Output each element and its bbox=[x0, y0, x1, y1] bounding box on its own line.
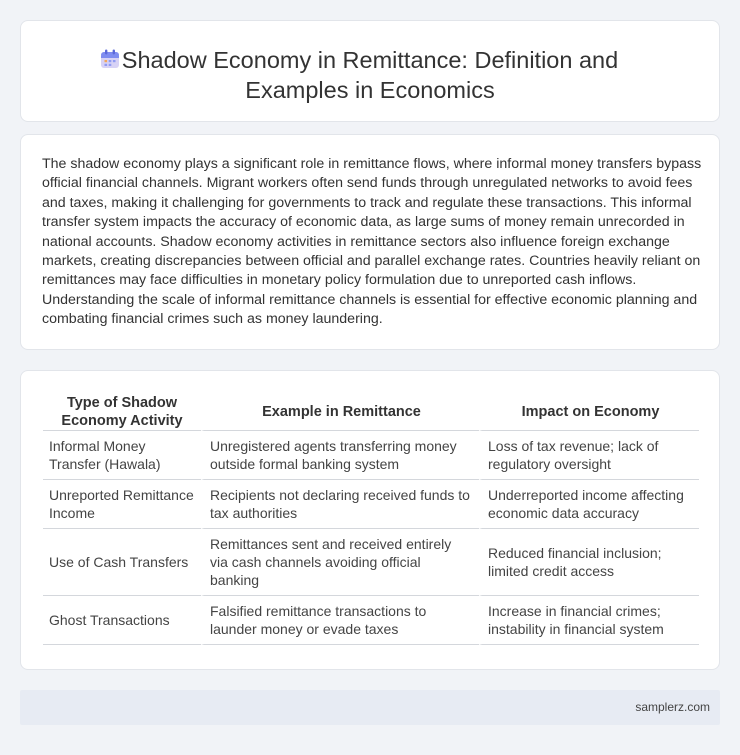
description-text: The shadow economy plays a significant role in remittance flows, where informal money transfers bypass official financial channels. Migrant workers often send funds through unregulated networks to avoid fees and taxes, making it challenging for governments to track and regulate these transactions. This informal transfer system impacts the accuracy of economic data, as large sums of money remain unrecorded in national accounts. Shadow economy activities in remittance sectors also influence foreign exchange markets, creating discrepancies between official and parallel exchange rates. Countries heavily reliant on remittances may face difficulties in monetary policy formulation due to unreported cash inflows. Understanding the scale of informal remittance channels is essential for effective economic planning and combating financial crimes such as money laundering. bbox=[42, 156, 702, 328]
column-header-type: Type of Shadow Economy Activity bbox=[43, 393, 201, 431]
table-row bbox=[43, 480, 699, 529]
table-row bbox=[43, 596, 699, 645]
table-cell: Unregistered agents transferring money outside formal banking system bbox=[201, 431, 479, 480]
table-cell: Remittances sent and received entirely via cash channels avoiding official banking bbox=[201, 529, 479, 596]
page-title bbox=[21, 45, 719, 105]
table-header-row bbox=[43, 393, 699, 431]
table-cell: Underreported income affecting economic data accuracy bbox=[479, 480, 699, 529]
table-cell: Ghost Transactions bbox=[43, 596, 201, 645]
footer-bar bbox=[20, 690, 720, 725]
table-cell: Falsified remittance transactions to launder money or evade taxes bbox=[201, 596, 479, 645]
page-title-line-2: Examples in Economics bbox=[245, 77, 495, 103]
table-cell: Loss of tax revenue; lack of regulatory oversight bbox=[479, 431, 699, 480]
table-cell: Use of Cash Transfers bbox=[43, 529, 201, 596]
description-card bbox=[20, 134, 720, 350]
table-cell: Informal Money Transfer (Hawala) bbox=[43, 431, 201, 480]
table-row bbox=[43, 431, 699, 480]
table-cell: Reduced financial inclusion; limited credit access bbox=[479, 529, 699, 596]
table-cell: Recipients not declaring received funds to tax authorities bbox=[201, 480, 479, 529]
column-header-example: Example in Remittance bbox=[201, 393, 479, 431]
footer-site-link[interactable]: samplerz.com bbox=[635, 700, 710, 714]
page-title-line-1: Shadow Economy in Remittance: Definition and bbox=[121, 47, 619, 73]
table-row bbox=[43, 529, 699, 596]
table-card bbox=[20, 370, 720, 670]
table-cell: Increase in financial crimes; instability in financial system bbox=[479, 596, 699, 645]
comparison-table bbox=[43, 393, 699, 645]
title-card bbox=[20, 20, 720, 122]
column-header-impact: Impact on Economy bbox=[479, 393, 699, 431]
table-cell: Unreported Remittance Income bbox=[43, 480, 201, 529]
